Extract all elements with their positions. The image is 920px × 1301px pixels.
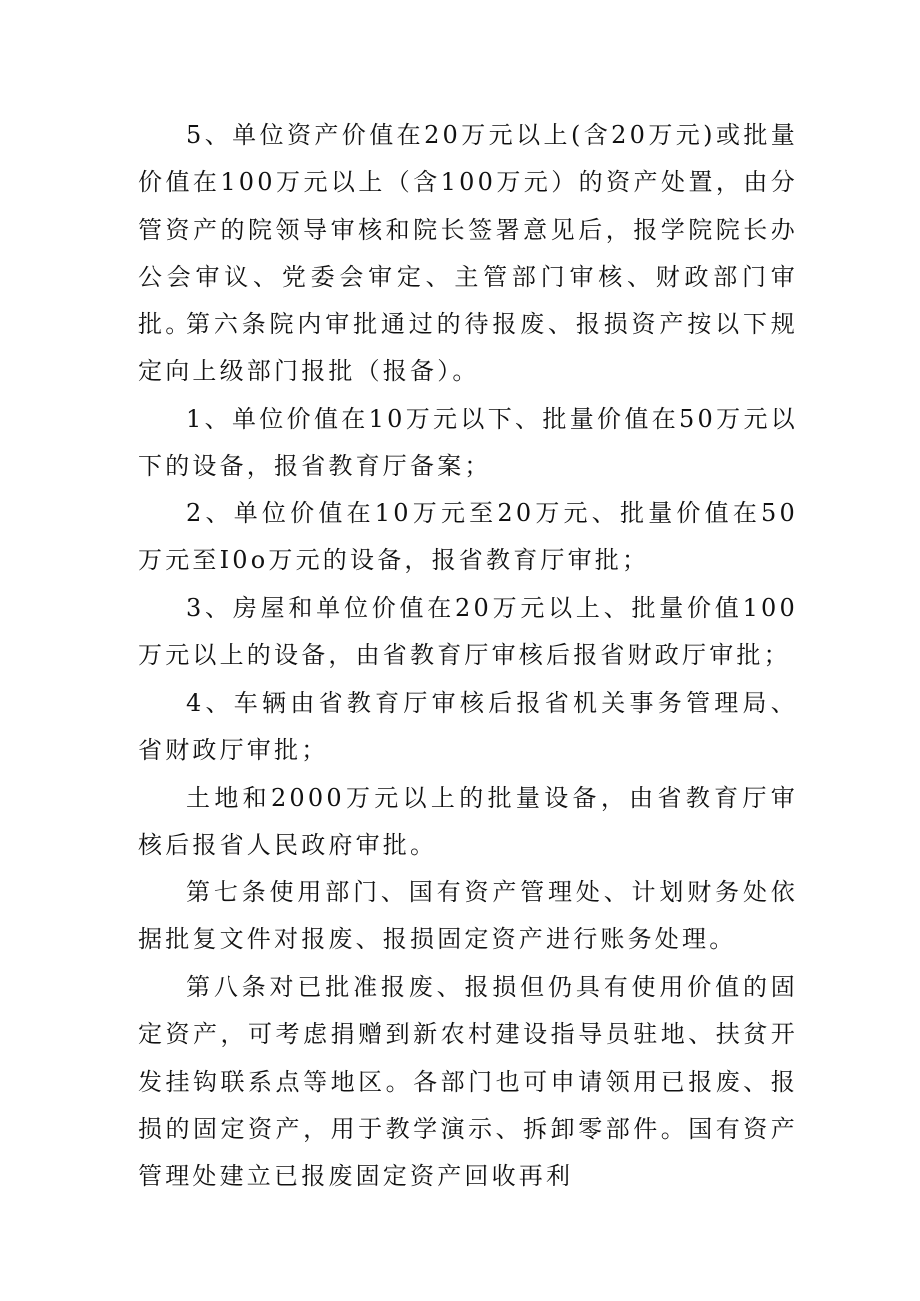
paragraph-article-6: 第六条院内审批通过的待报废、报损资产按以下规定向上级部门报批（报备）。: [138, 310, 798, 386]
paragraph-article-7: 第七条使用部门、国有资产管理处、计划财务处依据批复文件对报废、报损固定资产进行账务处理。: [138, 878, 798, 954]
paragraph-item-2: 2、单位价值在10万元至20万元、批量价值在50万元至I0o万元的设备，报省教育厅审批；: [138, 499, 798, 575]
paragraph-item-5: 5、单位资产价值在20万元以上(含20万元)或批量价值在100万元以上（含100万元）的资产处置，由分管资产的院领导审核和院长签署意见后，报学院院长办公会审议、党委会审定、主管部门审核、财政部门审批。: [138, 121, 798, 339]
paragraph-item-3: 3、房屋和单位价值在20万元以上、批量价值100万元以上的设备，由省教育厅审核后报省财政厅审批；: [138, 594, 798, 670]
paragraph-item-4: 4、车辆由省教育厅审核后报省机关事务管理局、省财政厅审批；: [138, 689, 798, 765]
paragraph-item-1: 1、单位价值在10万元以下、批量价值在50万元以下的设备，报省教育厅备案；: [138, 405, 798, 481]
paragraph-land: 土地和2000万元以上的批量设备，由省教育厅审核后报省人民政府审批。: [138, 784, 798, 860]
paragraph-article-8: 第八条对已批准报废、报损但仍具有使用价值的固定资产，可考虑捐赠到新农村建设指导员驻地、扶贫开发挂钩联系点等地区。各部门也可申请领用已报废、报损的固定资产，用于教学演示、拆卸零部件。国有资产管理处建立已报废固定资产回收再利: [138, 973, 798, 1191]
